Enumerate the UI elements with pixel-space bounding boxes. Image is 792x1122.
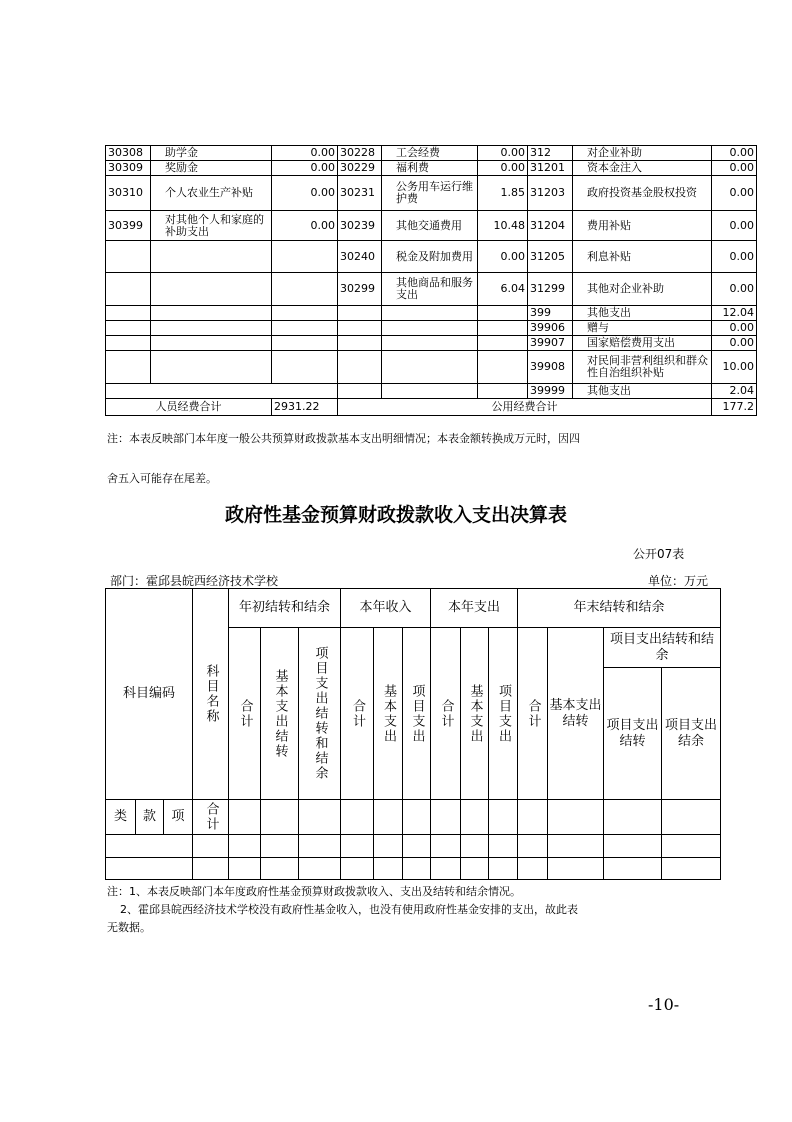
table-row xyxy=(106,321,757,336)
table-cell xyxy=(382,384,478,399)
table-cell xyxy=(382,351,478,384)
table-cell: 0.00 xyxy=(478,241,528,273)
table-cell: 31299 xyxy=(528,273,573,306)
h-end-proj: 项目支出结转和结余 xyxy=(604,628,721,668)
table-cell xyxy=(151,321,272,336)
h-exp-basic: 基本支出 xyxy=(467,683,483,744)
table-cell: 31204 xyxy=(528,211,573,241)
table-cell: 30229 xyxy=(338,161,382,176)
table-cell: 其他对企业补助 xyxy=(573,273,712,306)
table-cell xyxy=(151,273,272,306)
table-cell: 12.04 xyxy=(712,306,757,321)
table-cell: 30310 xyxy=(106,176,151,211)
table-row xyxy=(106,161,757,176)
table-cell: 其他商品和服务支出 xyxy=(382,273,478,306)
table-cell xyxy=(478,351,528,384)
table-cell: 30240 xyxy=(338,241,382,273)
total-row xyxy=(106,399,757,416)
table-cell xyxy=(338,351,382,384)
table-row xyxy=(106,211,757,241)
form-number: 公开07表 xyxy=(633,547,685,561)
table-cell: 39999 xyxy=(528,384,573,399)
table-cell: 国家赔偿费用支出 xyxy=(573,336,712,351)
table-cell xyxy=(106,351,151,384)
h-inc-proj: 项目支出 xyxy=(409,683,425,744)
note-2c: 无数据。 xyxy=(107,921,151,934)
note-1b: 舍五入可能存在尾差。 xyxy=(107,472,217,485)
table-cell: 对其他个人和家庭的补助支出 xyxy=(151,211,272,241)
table-cell: 费用补贴 xyxy=(573,211,712,241)
table-cell: 30309 xyxy=(106,161,151,176)
table-cell: 对企业补助 xyxy=(573,146,712,161)
table-cell xyxy=(382,306,478,321)
table-row xyxy=(106,146,757,161)
h-begin-total: 合计 xyxy=(237,698,253,729)
table-cell: 公务用车运行维护费 xyxy=(382,176,478,211)
table-cell: 利息补贴 xyxy=(573,241,712,273)
table-cell xyxy=(382,321,478,336)
table-row xyxy=(106,384,757,399)
table-cell: 政府投资基金股权投资 xyxy=(573,176,712,211)
table-cell: 资本金注入 xyxy=(573,161,712,176)
table-cell: 0.00 xyxy=(712,241,757,273)
table-cell xyxy=(478,306,528,321)
header-income: 本年收入 xyxy=(341,589,431,628)
table-cell: 31205 xyxy=(528,241,573,273)
table-cell: 39908 xyxy=(528,351,573,384)
table-cell: 0.00 xyxy=(712,273,757,306)
table-cell: 福利费 xyxy=(382,161,478,176)
public-total-label: 公用经费合计 xyxy=(338,399,712,416)
h-end-proj-carry: 项目支出结转 xyxy=(604,668,662,800)
table-cell xyxy=(106,273,151,306)
table-cell xyxy=(338,336,382,351)
h-exp-total: 合计 xyxy=(438,698,454,729)
public-total: 177.2 xyxy=(712,399,757,416)
note-1: 注：本表反映部门本年度一般公共预算财政拨款基本支出明细情况；本表金额转换成万元时，因四 xyxy=(107,432,580,445)
h-exp-proj: 项目支出 xyxy=(496,683,511,744)
h-lei: 类 xyxy=(106,800,136,835)
table-cell xyxy=(272,241,338,273)
table-cell: 税金及附加费用 xyxy=(382,241,478,273)
table-cell: 0.00 xyxy=(272,161,338,176)
table-cell: 0.00 xyxy=(272,146,338,161)
header-end: 年末结转和结余 xyxy=(518,589,721,628)
table-cell: 0.00 xyxy=(712,336,757,351)
table-cell: 0.00 xyxy=(712,176,757,211)
h-end-basic: 基本支出结转 xyxy=(548,628,604,800)
table-cell xyxy=(272,306,338,321)
table-cell: 0.00 xyxy=(478,161,528,176)
empty-row xyxy=(106,858,721,880)
header-code: 科目编码 xyxy=(106,589,193,800)
table-cell xyxy=(478,384,528,399)
h-inc-basic: 基本支出 xyxy=(381,683,396,744)
table-cell: 312 xyxy=(528,146,573,161)
table-row xyxy=(106,176,757,211)
h-inc-total: 合计 xyxy=(350,698,365,729)
table-cell: 30308 xyxy=(106,146,151,161)
table-cell: 0.00 xyxy=(272,211,338,241)
table-cell: 0.00 xyxy=(712,146,757,161)
table-cell: 工会经费 xyxy=(382,146,478,161)
table-cell xyxy=(106,306,151,321)
table-cell: 39906 xyxy=(528,321,573,336)
table-row xyxy=(106,306,757,321)
personnel-total: 2931.22 xyxy=(272,399,338,416)
table-cell: 0.00 xyxy=(712,321,757,336)
page-number: -10- xyxy=(648,995,680,1014)
government-fund-table xyxy=(105,588,721,880)
h-sum: 合计 xyxy=(203,802,219,832)
table-cell: 6.04 xyxy=(478,273,528,306)
h-xiang: 项 xyxy=(164,800,193,835)
table-cell: 30239 xyxy=(338,211,382,241)
header-name: 科目名称 xyxy=(203,664,219,724)
table-cell xyxy=(338,306,382,321)
table-cell: 30399 xyxy=(106,211,151,241)
table-cell: 0.00 xyxy=(478,146,528,161)
table-cell: 39907 xyxy=(528,336,573,351)
department: 部门：霍邱县皖西经济技术学校 xyxy=(110,574,279,588)
table-cell: 2.04 xyxy=(712,384,757,399)
table-cell: 个人农业生产补贴 xyxy=(151,176,272,211)
table-cell: 31203 xyxy=(528,176,573,211)
table-cell: 0.00 xyxy=(712,211,757,241)
page-title: 政府性基金预算财政拨款收入支出决算表 xyxy=(224,504,567,526)
table-cell: 31201 xyxy=(528,161,573,176)
table-cell xyxy=(151,336,272,351)
table-cell xyxy=(151,306,272,321)
table-row xyxy=(106,351,757,384)
table-cell: 30299 xyxy=(338,273,382,306)
unit: 单位：万元 xyxy=(648,574,709,588)
table-row xyxy=(106,273,757,306)
table-cell: 奖励金 xyxy=(151,161,272,176)
h-kuan: 款 xyxy=(136,800,164,835)
note-2b: 2、霍邱县皖西经济技术学校没有政府性基金收入，也没有使用政府性基金安排的支出，故此表 xyxy=(120,903,578,916)
header-expense: 本年支出 xyxy=(431,589,518,628)
table-cell xyxy=(382,336,478,351)
table-cell xyxy=(106,336,151,351)
table-cell: 对民间非营利组织和群众性自治组织补贴 xyxy=(573,351,712,384)
table-cell: 其他支出 xyxy=(573,384,712,399)
table-cell: 1.85 xyxy=(478,176,528,211)
table-row xyxy=(106,241,757,273)
table-cell xyxy=(272,351,338,384)
h-begin-proj: 项目支出结转和结余 xyxy=(312,646,328,781)
h-end-proj-bal: 项目支出结余 xyxy=(662,668,721,800)
empty-row xyxy=(106,835,721,858)
table-cell: 399 xyxy=(528,306,573,321)
table-cell: 赠与 xyxy=(573,321,712,336)
personnel-total-label: 人员经费合计 xyxy=(106,399,272,416)
table-cell xyxy=(106,321,151,336)
h-begin-basic: 基本支出结转 xyxy=(272,668,288,759)
table-row xyxy=(106,336,757,351)
table-cell: 助学金 xyxy=(151,146,272,161)
table-cell: 0.00 xyxy=(712,161,757,176)
table-cell: 30231 xyxy=(338,176,382,211)
table-cell xyxy=(478,336,528,351)
note-2a: 注：1、本表反映部门本年度政府性基金预算财政拨款收入、支出及结转和结余情况。 xyxy=(107,885,521,898)
table-cell: 0.00 xyxy=(272,176,338,211)
table-cell: 30228 xyxy=(338,146,382,161)
h-end-total: 合计 xyxy=(525,698,541,729)
table-cell xyxy=(272,273,338,306)
table-cell xyxy=(338,384,382,399)
table-cell: 10.00 xyxy=(712,351,757,384)
table-cell: 10.48 xyxy=(478,211,528,241)
table-cell xyxy=(106,241,151,273)
basic-expense-table xyxy=(105,145,757,416)
table-cell xyxy=(338,321,382,336)
table-cell xyxy=(272,336,338,351)
table-cell xyxy=(478,321,528,336)
table-cell xyxy=(272,321,338,336)
table-cell xyxy=(151,351,272,384)
header-begin: 年初结转和结余 xyxy=(229,589,341,628)
table-cell: 其他支出 xyxy=(573,306,712,321)
table-cell xyxy=(151,241,272,273)
table-cell: 其他交通费用 xyxy=(382,211,478,241)
